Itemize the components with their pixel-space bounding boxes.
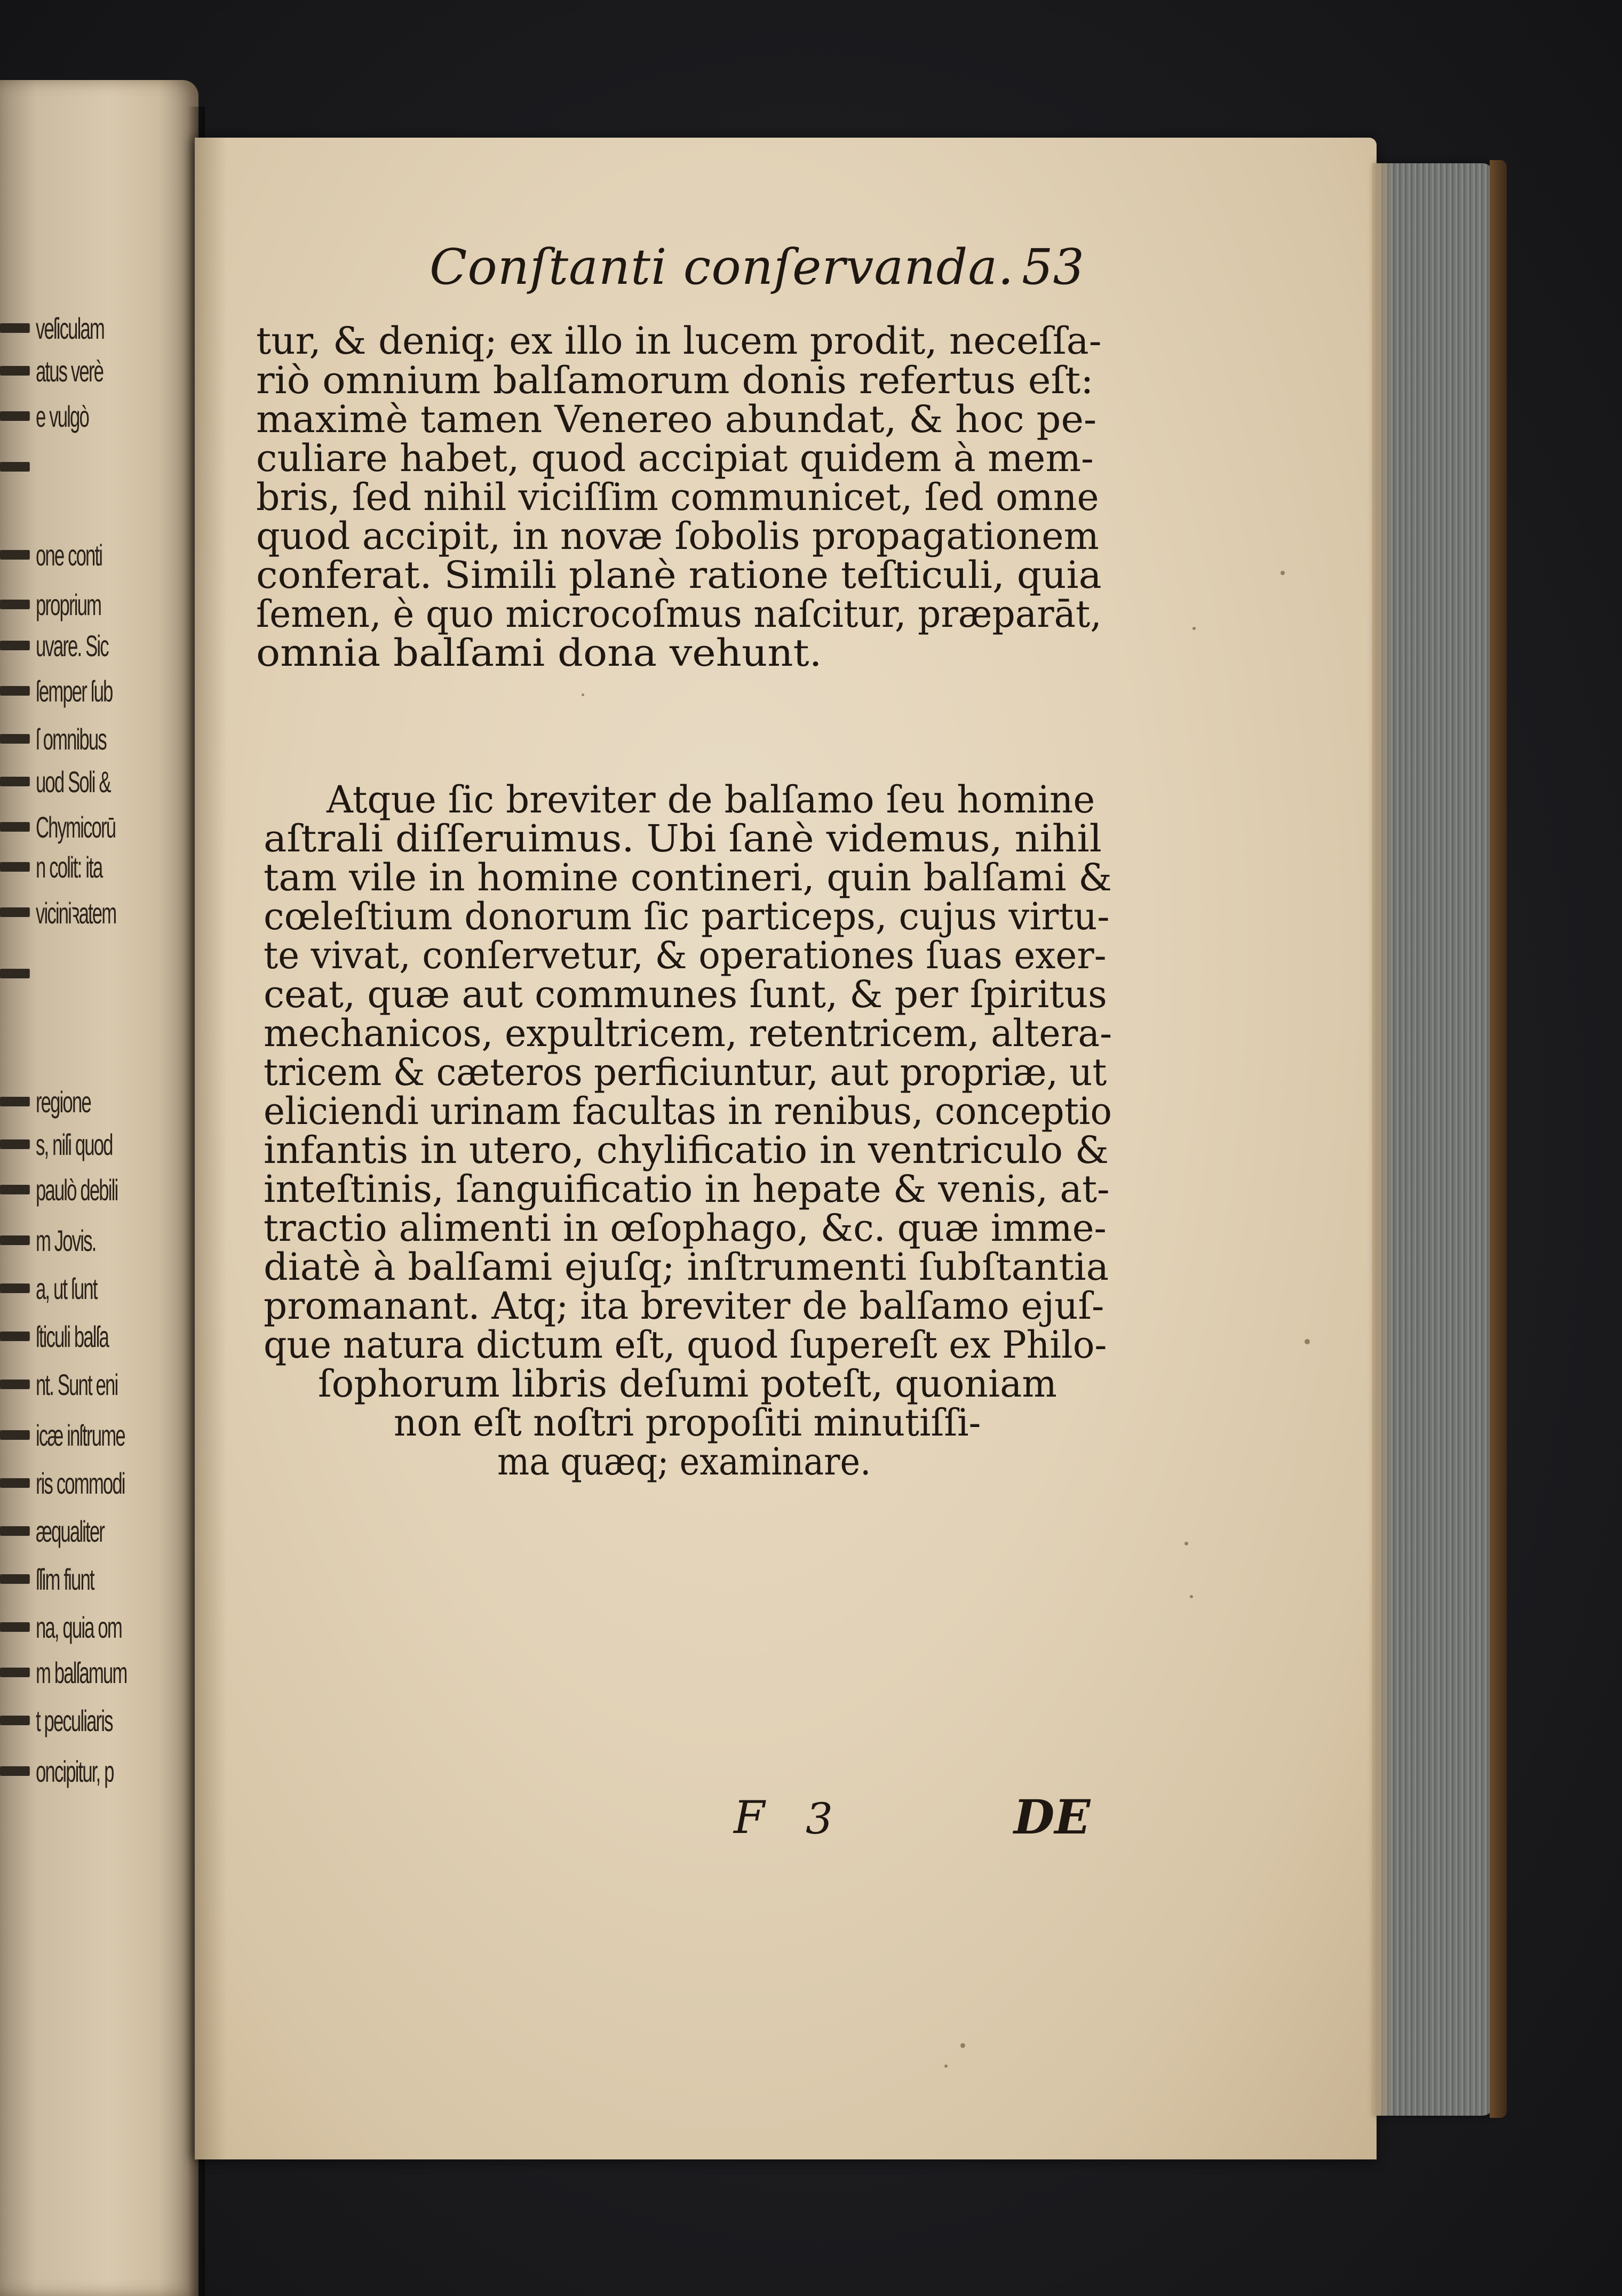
ink-bleed-mark	[0, 366, 30, 376]
ink-bleed-mark	[0, 641, 30, 650]
previous-page-line	[0, 1464, 125, 1502]
foxing-spot	[1184, 1542, 1188, 1545]
previous-page-line	[0, 536, 102, 573]
previous-page-line-text: ſemper ſub	[35, 674, 113, 708]
ink-bleed-mark	[0, 1526, 30, 1536]
body-line: mechanicos, expultricem, retentricem, altera-	[264, 1011, 1112, 1055]
foxing-spot	[1281, 571, 1285, 575]
page-number: 53	[1022, 238, 1085, 296]
body-line: inteſtinis, ſanguificatio in hepate & venis, at-	[264, 1167, 1110, 1211]
body-line: tricem & cæteros perficiuntur, aut propriæ, ut	[264, 1050, 1107, 1094]
previous-page-line-text: n colit: ita	[35, 850, 102, 884]
body-line: tam vile in homine contineri, quin balſami &	[264, 856, 1112, 899]
body-line: Atque ſic breviter de balſamo ſeu homine	[327, 778, 1095, 822]
previous-page-line	[0, 1083, 91, 1120]
ink-bleed-mark	[0, 1283, 30, 1293]
catchword: DE	[1014, 1789, 1091, 1845]
body-line: tractio alimenti in œſophago, &c. quæ imme-	[264, 1206, 1107, 1250]
ink-bleed-mark	[0, 1430, 30, 1440]
previous-page-line	[0, 1702, 113, 1739]
previous-page-line-text: atus verè	[35, 354, 104, 388]
signature-mark: F	[734, 1791, 765, 1844]
body-line: ma quæq; examinare.	[497, 1440, 871, 1484]
body-line: riò omnium balſamorum donis refertus eſt:	[256, 358, 1094, 402]
previous-page-line	[0, 586, 101, 623]
previous-page-line	[0, 1416, 125, 1454]
ink-bleed-mark	[0, 777, 30, 786]
previous-page-line-text: oncipitur, p	[35, 1754, 114, 1788]
previous-page-line-text: t peculiaris	[35, 1703, 113, 1737]
body-line: aſtrali diſſeruimus. Ubi ſanè videmus, nihil	[264, 817, 1102, 860]
previous-page-line-text: ſticuli balſa	[35, 1319, 108, 1353]
previous-page-line-text: veſiculam	[35, 311, 104, 345]
ink-bleed-mark	[0, 1332, 30, 1341]
body-line: ceat, quæ aut communes ſunt, & per ſpiritus	[264, 972, 1107, 1016]
previous-page-line	[0, 1171, 117, 1208]
ink-bleed-mark	[0, 411, 30, 421]
previous-page-line-text: æqualiter	[35, 1514, 104, 1548]
previous-page-line-text: e vulgò	[35, 399, 89, 433]
previous-page-line-text: a, ut ſunt	[35, 1271, 97, 1305]
previous-page-line-text: viciniꝛatem	[35, 896, 116, 930]
previous-page-line	[0, 1560, 94, 1598]
ink-bleed-mark	[0, 907, 30, 917]
previous-page-line-text: m balſamum	[35, 1655, 127, 1689]
ink-bleed-mark	[0, 1716, 30, 1725]
ink-bleed-mark	[0, 462, 30, 472]
ink-bleed-mark	[0, 323, 30, 333]
previous-page-line-text: nt. Sunt eni	[35, 1367, 118, 1401]
previous-page-line-text: ſſim fiunt	[35, 1562, 94, 1596]
ink-bleed-mark	[0, 1139, 30, 1149]
ink-bleed-mark	[0, 734, 30, 744]
previous-page-line	[0, 352, 103, 389]
previous-page-line-text: s, niſi quod	[35, 1127, 113, 1161]
body-line: que natura dictum eſt, quod ſupereſt ex Philo-	[264, 1323, 1107, 1367]
ink-bleed-mark	[0, 1766, 30, 1776]
previous-page-line-text: uod Soli &	[35, 764, 110, 799]
previous-page-line	[0, 1654, 126, 1691]
previous-page-line	[0, 1608, 122, 1646]
previous-page-line	[0, 763, 110, 800]
page-block-edges	[1372, 163, 1494, 2116]
body-line: maximè tamen Venereo abundat, & hoc pe-	[256, 397, 1097, 441]
body-line: ſemen, è quo microcoſmus naſcitur, præparāt,	[256, 592, 1102, 636]
ink-bleed-mark	[0, 550, 30, 560]
previous-page-line	[0, 627, 108, 664]
body-line: quod accipit, in novæ ſobolis propagationem	[256, 514, 1099, 558]
previous-page-line	[0, 1222, 96, 1259]
body-line: non eſt noſtri propoſiti minutiſſi-	[394, 1401, 981, 1445]
previous-page-line-text: one conti	[35, 538, 102, 572]
previous-page-line-text: uvare. Sic	[35, 628, 108, 663]
previous-page-line	[0, 1512, 104, 1550]
body-line: conferat. Simili planè ratione teſticuli, quia	[256, 553, 1102, 597]
body-line: diatè à balſami ejuſq; inſtrumenti ſubſtantia	[264, 1245, 1109, 1289]
ink-bleed-mark	[0, 969, 30, 978]
body-line: te vivat, conſervetur, & operationes ſuas exer-	[264, 934, 1107, 977]
previous-page-line	[0, 309, 104, 347]
body-line: infantis in utero, chylificatio in ventriculo &	[264, 1128, 1109, 1172]
previous-page-line	[0, 397, 89, 435]
body-line: promanant. Atq; ita breviter de balſamo ejuſ-	[264, 1284, 1104, 1328]
ink-bleed-mark	[0, 1574, 30, 1584]
body-line: culiare habet, quod accipiat quidem à mem-	[256, 436, 1094, 480]
signature-number: 3	[806, 1794, 833, 1844]
previous-page-line-text: paulò debili	[35, 1173, 118, 1207]
previous-page-line	[0, 720, 106, 758]
previous-page-line	[0, 1126, 113, 1163]
foxing-spot	[582, 693, 584, 696]
ink-bleed-mark	[0, 600, 30, 609]
previous-page-line-text: ſ omnibus	[35, 722, 106, 756]
body-line: tur, & deniq; ex illo in lucem prodit, neceſſa-	[256, 319, 1102, 363]
body-line: eliciendi urinam facultas in renibus, conceptio	[264, 1089, 1112, 1133]
body-line: omnia balſami dona vehunt.	[256, 631, 822, 675]
previous-page-line-text: ris commodi	[35, 1466, 125, 1500]
previous-page-line	[0, 955, 36, 992]
ink-bleed-mark	[0, 1478, 30, 1488]
ink-bleed-mark	[0, 1097, 30, 1106]
running-head: Conſtanti conſervanda.	[430, 238, 1014, 296]
previous-page-line	[0, 448, 36, 485]
ink-bleed-mark	[0, 686, 30, 696]
ink-bleed-mark	[0, 862, 30, 872]
previous-page-line-text: proprium	[35, 587, 101, 621]
ink-bleed-mark	[0, 1235, 30, 1245]
previous-page-line-text: m Jovis.	[35, 1223, 96, 1257]
previous-page-line	[0, 894, 116, 931]
body-line: ſophorum libris deſumi poteſt, quoniam	[318, 1362, 1057, 1406]
ink-bleed-mark	[0, 1622, 30, 1632]
foxing-spot	[1192, 627, 1196, 630]
previous-page-line-text: na, quia om	[35, 1610, 122, 1644]
foxing-spot	[960, 2043, 965, 2048]
previous-page-line	[0, 808, 115, 846]
previous-page-line-text: Chymicorū	[35, 810, 116, 844]
previous-page-line	[0, 1270, 97, 1307]
previous-page-line-text: regione	[35, 1085, 91, 1119]
body-line: cœleſtium donorum ſic particeps, cujus virtu-	[264, 895, 1110, 938]
ink-bleed-mark	[0, 1668, 30, 1677]
book-binding	[1490, 160, 1507, 2118]
previous-page-line	[0, 1366, 117, 1403]
previous-page-line	[0, 672, 112, 709]
previous-page-line	[0, 1318, 108, 1355]
previous-page-line	[0, 848, 102, 886]
ink-bleed-mark	[0, 822, 30, 832]
foxing-spot	[1305, 1339, 1310, 1344]
body-line: bris, ſed nihil viciſſim communicet, ſed omne	[256, 475, 1099, 519]
ink-bleed-mark	[0, 1380, 30, 1389]
ink-bleed-mark	[0, 1185, 30, 1194]
previous-page-line	[0, 1752, 114, 1790]
foxing-spot	[944, 2064, 948, 2068]
foxing-spot	[1190, 1595, 1193, 1598]
previous-page-line-text: icæ inſtrume	[35, 1418, 125, 1452]
